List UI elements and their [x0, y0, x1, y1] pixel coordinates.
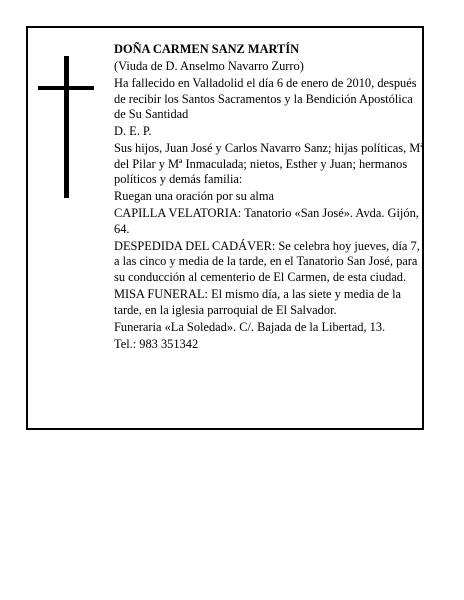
chapel-info: CAPILLA VELATORIA: Tanatorio «San José». Avda. Gijón, 64. — [114, 206, 419, 236]
phone-info: Tel.: 983 351342 — [114, 336, 199, 351]
deceased-name: DOÑA CARMEN SANZ MARTÍN — [114, 42, 300, 56]
cross-horizontal-bar — [38, 86, 94, 90]
prayer-request: Ruegan una oración por su alma — [114, 189, 274, 204]
rip-line: D. E. P. — [114, 124, 152, 139]
notice-body — [114, 42, 424, 354]
cross-icon — [38, 56, 94, 198]
cross-vertical-bar — [64, 56, 69, 198]
obituary-notice — [26, 26, 424, 430]
funeral-home-info: Funeraria «La Soledad». C/. Bajada de la Libertad, 13. — [114, 319, 386, 334]
farewell-info: DESPEDIDA DEL CADÁVER: Se celebra hoy jueves, día 7, a las cinco y media de la tarde, en el Tanatorio San José, para su conducción al cementerio de El Carmen, de esta ciudad. — [114, 238, 420, 285]
death-announcement: Ha fallecido en Valladolid el día 6 de enero de 2010, después de recibir los Santos Sacramentos y la Bendición Apostólica de Su Santidad — [114, 75, 417, 122]
family-list: Sus hijos, Juan José y Carlos Navarro Sanz; hijas políticas, Mª del Pilar y Mª Inmaculada; nietos, Esther y Juan; hermanos políticos y demás familia: — [114, 141, 424, 187]
funeral-mass-info: MISA FUNERAL: El mismo día, a las siete y media de la tarde, en la iglesia parroquial de El Salvador. — [114, 287, 402, 317]
widow-line: (Viuda de D. Anselmo Navarro Zurro) — [114, 58, 304, 73]
